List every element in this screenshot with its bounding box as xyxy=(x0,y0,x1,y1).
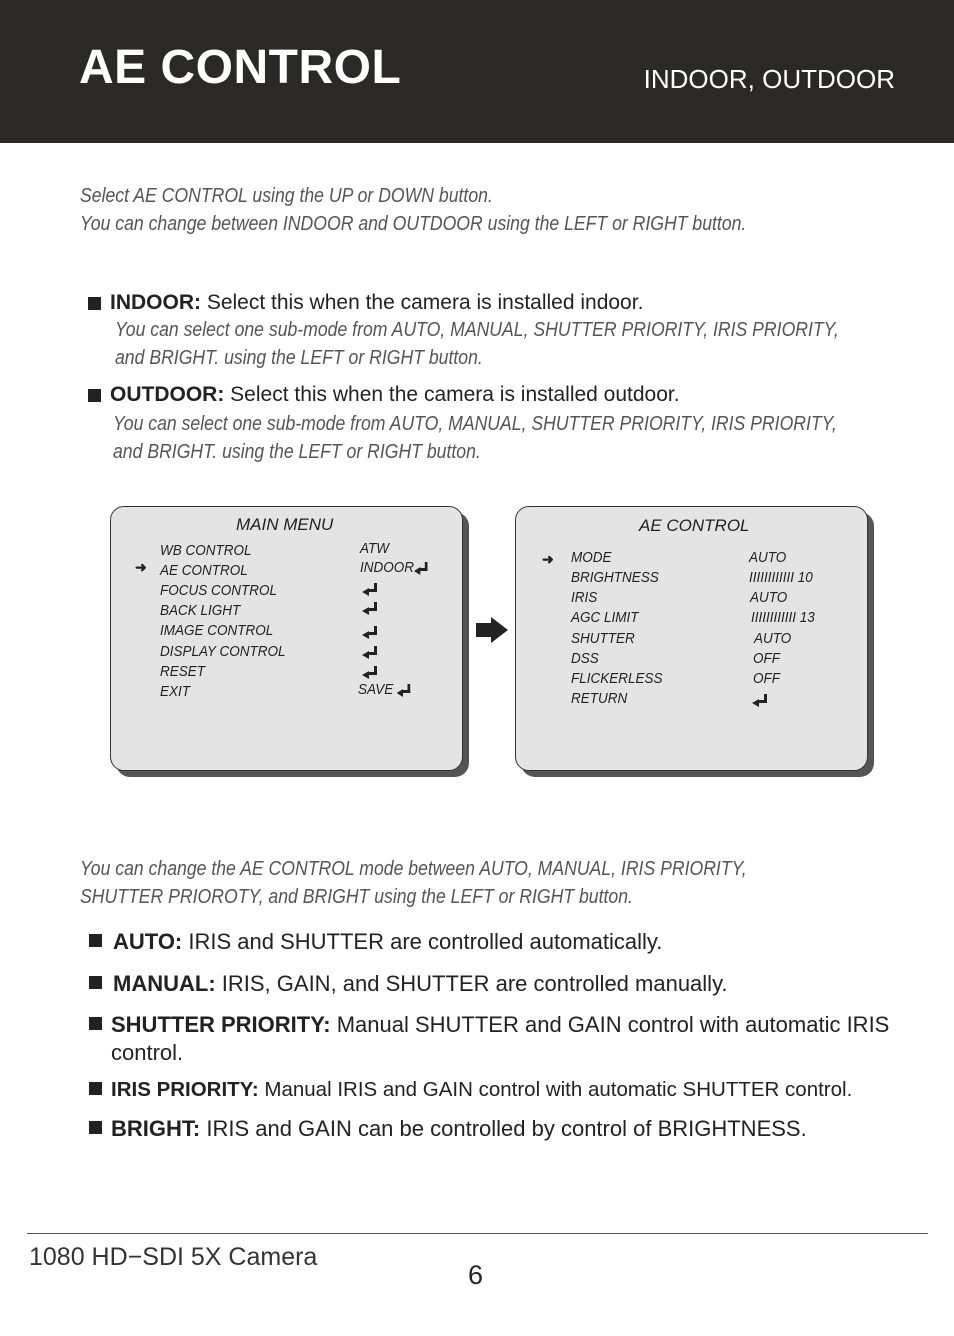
menu-item: FLICKERLESS xyxy=(571,670,663,687)
option-iris-priority: IRIS PRIORITY: Manual IRIS and GAIN control with automatic SHUTTER control. xyxy=(89,1076,919,1104)
mode-subtext: You can select one sub-mode from AUTO, MANUAL, SHUTTER PRIORITY, IRIS PRIORITY, xyxy=(113,412,837,435)
menu-item: RETURN xyxy=(571,690,628,707)
menu-item: EXIT xyxy=(160,683,191,700)
bullet-square-icon xyxy=(89,976,102,989)
menu-value: ATW xyxy=(360,540,389,557)
arrow-right-icon: ➜ xyxy=(542,551,554,567)
enter-icon xyxy=(397,684,411,696)
bullet-square-icon xyxy=(88,297,101,310)
menu-item: DISPLAY CONTROL xyxy=(160,643,286,660)
mode-subtext: and BRIGHT. using the LEFT or RIGHT button. xyxy=(113,440,481,463)
option-manual: MANUAL: IRIS, GAIN, and SHUTTER are controlled manually. xyxy=(89,970,919,998)
mode-subtext: You can select one sub-mode from AUTO, MANUAL, SHUTTER PRIORITY, IRIS PRIORITY, xyxy=(115,318,839,341)
bullet-square-icon xyxy=(89,1082,102,1095)
page-title: AE CONTROL xyxy=(79,41,402,94)
page-number: 6 xyxy=(468,1260,484,1290)
menu-item: BRIGHTNESS xyxy=(571,569,659,586)
bullet-square-icon xyxy=(89,934,102,947)
menu-item: WB CONTROL xyxy=(160,542,252,559)
menu-title: AE CONTROL xyxy=(639,516,750,535)
menu-value: IIIIIIIIIIII 10 xyxy=(749,569,813,586)
menu-value: IIIIIIIIIIII 13 xyxy=(751,609,815,626)
menu-value: AUTO xyxy=(750,589,788,606)
ae-control-screen xyxy=(515,506,868,771)
menu-item: FOCUS CONTROL xyxy=(160,582,278,599)
footer-product: 1080 HD−SDI 5X Camera xyxy=(29,1243,318,1271)
enter-icon xyxy=(414,562,428,574)
option-bright: BRIGHT: IRIS and GAIN can be controlled by control of BRIGHTNESS. xyxy=(89,1115,919,1143)
mode-subtext: and BRIGHT. using the LEFT or RIGHT button. xyxy=(115,346,483,369)
mode-indoor xyxy=(88,290,954,372)
page-header xyxy=(0,0,954,143)
intro-line: You can change between INDOOR and OUTDOOR using the LEFT or RIGHT button. xyxy=(80,212,747,235)
outro-line: SHUTTER PRIOROTY, and BRIGHT using the LEFT or RIGHT button. xyxy=(80,885,633,908)
enter-icon xyxy=(362,602,378,614)
option-shutter-priority: SHUTTER PRIORITY: Manual SHUTTER and GAIN control with automatic IRIS control. xyxy=(89,1011,919,1067)
enter-icon xyxy=(362,583,378,595)
menu-item: MODE xyxy=(571,549,612,566)
menu-item: IRIS xyxy=(571,589,598,606)
bullet-square-icon xyxy=(88,389,101,402)
menu-value: AUTO xyxy=(749,549,787,566)
bullet-square-icon xyxy=(89,1017,102,1030)
menu-item: SHUTTER xyxy=(571,630,635,647)
intro-text xyxy=(80,182,855,238)
enter-icon xyxy=(362,666,378,678)
bullet-square-icon xyxy=(89,1121,102,1134)
menu-item: DSS xyxy=(571,650,599,667)
enter-icon xyxy=(362,626,378,638)
menu-title: MAIN MENU xyxy=(236,515,334,534)
outro-text xyxy=(80,855,855,911)
outro-line: You can change the AE CONTROL mode between AUTO, MANUAL, IRIS PRIORITY, xyxy=(80,857,747,880)
menu-item: AGC LIMIT xyxy=(571,609,639,626)
page-subtitle: INDOOR, OUTDOOR xyxy=(643,64,895,94)
mode-description: Select this when the camera is installed outdoor. xyxy=(224,383,680,406)
menu-item: RESET xyxy=(160,663,206,680)
mode-label: OUTDOOR: xyxy=(110,383,225,406)
menu-value: INDOOR xyxy=(360,559,428,577)
mode-label: INDOOR: xyxy=(110,291,201,314)
main-menu-screen xyxy=(110,506,463,771)
option-auto: AUTO: IRIS and SHUTTER are controlled automatically. xyxy=(89,928,919,956)
menu-item: BACK LIGHT xyxy=(160,602,241,619)
arrow-right-icon: ➜ xyxy=(135,559,147,575)
mode-description: Select this when the camera is installed indoor. xyxy=(201,291,644,314)
menu-item: IMAGE CONTROL xyxy=(160,622,274,639)
menu-value: SAVE xyxy=(358,681,411,699)
menu-value: AUTO xyxy=(754,630,792,647)
mode-outdoor xyxy=(88,382,954,466)
enter-icon xyxy=(362,646,378,658)
menu-value: OFF xyxy=(753,670,780,687)
menu-value: OFF xyxy=(753,650,780,667)
enter-icon xyxy=(752,694,768,706)
footer-divider xyxy=(27,1233,928,1234)
menu-item: AE CONTROL xyxy=(160,562,248,579)
intro-line: Select AE CONTROL using the UP or DOWN button. xyxy=(80,184,493,207)
